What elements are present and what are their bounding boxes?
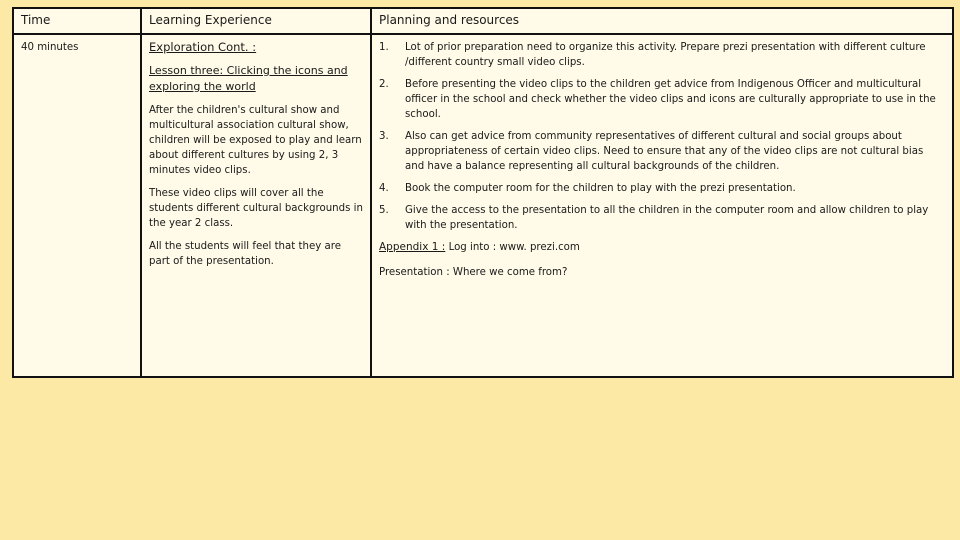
list-item: 3. Also can get advice from community representatives of different cultural and social groups about appropriateness of certain video clips. Need to ensure that any of the video clips are not cultural bias and have a balance representing all cultural backgrounds of the children. bbox=[379, 131, 924, 172]
list-item: 1. Lot of prior preparation need to organize this activity. Prepare prezi presentation with different culture /different country small video clips. bbox=[379, 42, 926, 68]
list-item: 5. Give the access to the presentation to all the children in the computer room and allow children to play with the presentation. bbox=[379, 205, 929, 231]
lesson-row bbox=[13, 34, 953, 377]
lesson-three-heading: Lesson three: Clicking the icons and exploring the world bbox=[149, 64, 348, 93]
learning-paragraph: All the students will feel that they are part of the presentation. bbox=[149, 241, 341, 267]
planning-list bbox=[379, 40, 945, 233]
planning-cell bbox=[371, 34, 953, 377]
header-learning-experience: Learning Experience bbox=[141, 8, 371, 34]
list-item: 4. Book the computer room for the children to play with the prezi presentation. bbox=[379, 183, 796, 194]
header-row bbox=[13, 8, 953, 34]
learning-paragraph: After the children's cultural show and multicultural association cultural show, children will be exposed to play and learn about different cultures by using 2, 3 minutes video clips. bbox=[149, 105, 362, 176]
appendix-label: Appendix 1 : bbox=[379, 241, 446, 253]
header-time: Time bbox=[13, 8, 141, 34]
lesson-plan-table bbox=[12, 7, 954, 378]
appendix-text: Log into : www. prezi.com bbox=[445, 242, 580, 253]
presentation-line: Presentation : Where we come from? bbox=[379, 267, 568, 278]
appendix-line bbox=[379, 240, 945, 255]
list-item: 2. Before presenting the video clips to the children get advice from Indigenous Officer and multicultural officer in the school and check whether the video clips and icons are culturally appropriate to use in the school. bbox=[379, 79, 936, 120]
learning-cell bbox=[141, 34, 371, 377]
time-cell: 40 minutes bbox=[13, 34, 141, 377]
header-planning-resources: Planning and resources bbox=[371, 8, 953, 34]
exploration-heading: Exploration Cont. : bbox=[149, 40, 257, 54]
learning-paragraph: These video clips will cover all the students different cultural backgrounds in the year 2 class. bbox=[149, 188, 363, 229]
